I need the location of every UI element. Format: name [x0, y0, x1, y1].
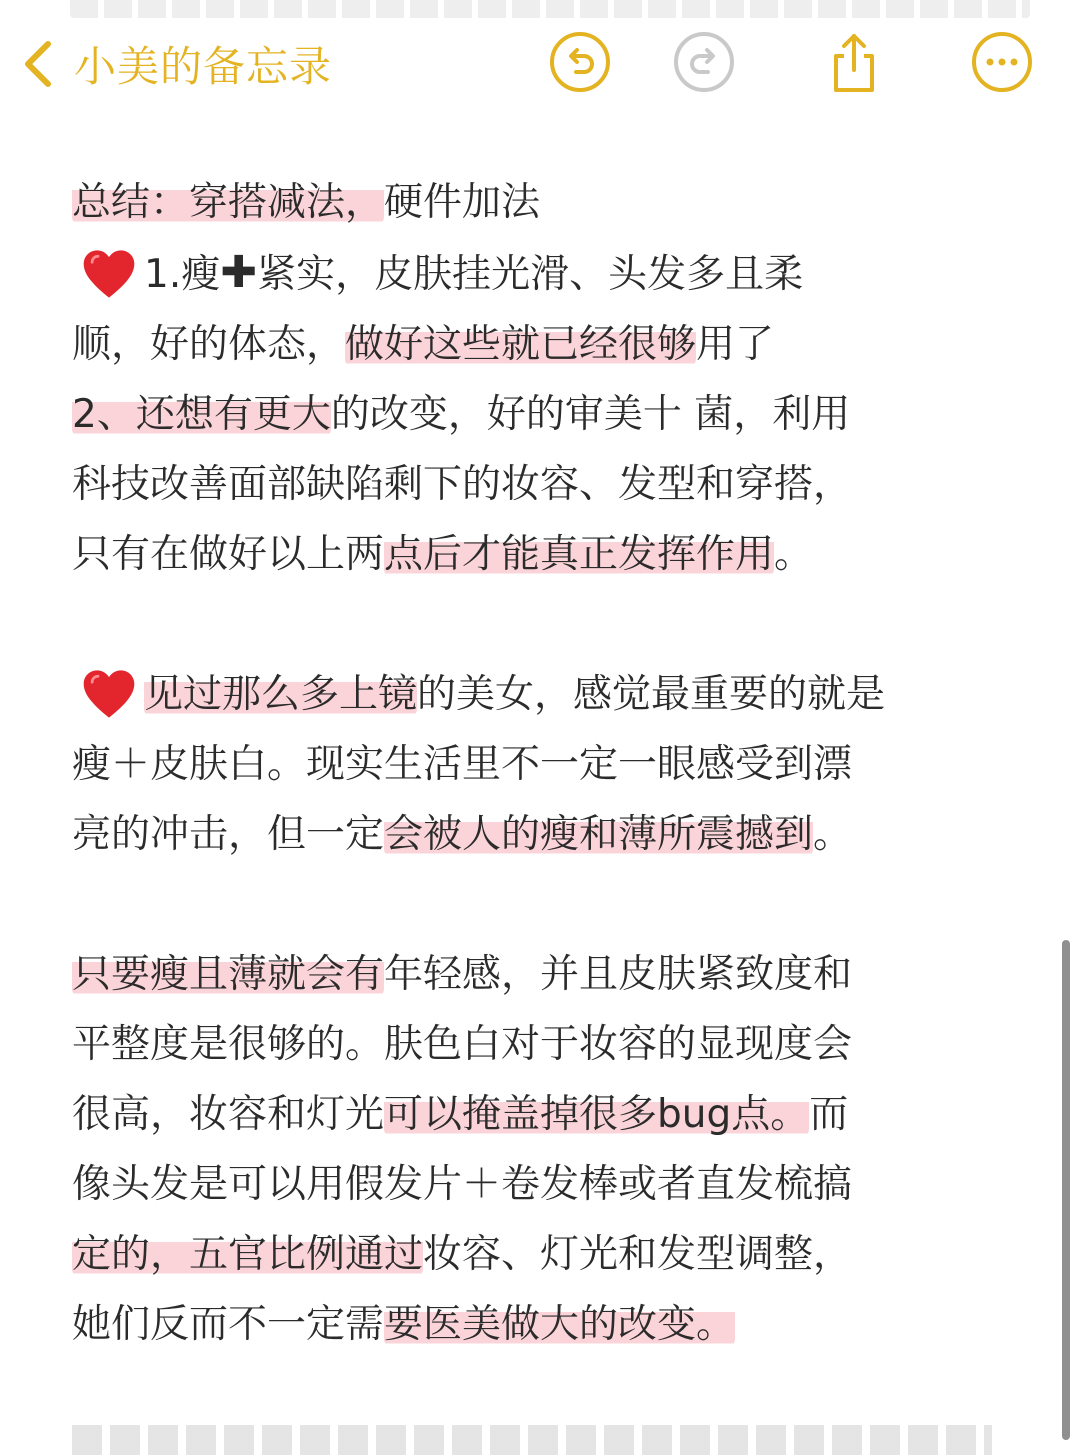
- note-text: 紧实，皮肤挂光滑、头发多且柔: [257, 252, 804, 297]
- highlighted-text: 可以掩盖掉很多bug点。: [384, 1092, 810, 1137]
- note-paragraph-summary: [72, 168, 1032, 590]
- note-line: [72, 940, 1032, 1010]
- note-text: 她们反而不一定需: [72, 1302, 385, 1347]
- note-line: 瘦＋皮肤白。现实生活里不一定一眼感受到漂: [72, 742, 853, 787]
- note-line: [72, 1220, 1032, 1290]
- paragraph-spacer: [72, 870, 1032, 940]
- highlighted-text: 会被人的瘦和薄所震撼到: [384, 812, 814, 857]
- note-line: [72, 520, 1032, 590]
- note-text: 的美女，感觉最重要的就是: [417, 672, 886, 717]
- undo-button[interactable]: [548, 30, 612, 94]
- note-line: [72, 310, 1032, 380]
- note-body[interactable]: [72, 168, 1032, 1360]
- note-line: [72, 1290, 1032, 1360]
- highlighted-text: 只要瘦且薄就会有: [72, 952, 385, 997]
- redo-icon: [672, 30, 736, 94]
- note-folder-title: 小美的备忘录: [74, 42, 333, 91]
- share-icon: [822, 30, 886, 94]
- more-icon: [970, 30, 1034, 94]
- note-text: 年轻感，并且皮肤紧致度和: [384, 952, 853, 997]
- more-button[interactable]: [970, 30, 1034, 94]
- note-line: 科技改善面部缺陷剩下的妆容、发型和穿搭，: [72, 462, 853, 507]
- note-line: [72, 380, 1032, 450]
- note-text: 。: [774, 532, 814, 577]
- note-text: 的改变，好的审美十 菌，利用: [330, 392, 851, 437]
- highlighted-text: 要医美做大的改变。: [384, 1302, 736, 1347]
- nav-bar: [0, 0, 1080, 128]
- highlighted-text: 见过那么多上镜: [144, 672, 418, 717]
- highlighted-text: 做好这些就已经很够: [345, 322, 697, 367]
- highlighted-text: 总结：穿搭减法，: [72, 180, 385, 225]
- redo-button[interactable]: [672, 30, 736, 94]
- red-heart-icon: [82, 667, 136, 721]
- note-text: 很高，妆容和灯光: [72, 1092, 385, 1137]
- red-heart-icon: [82, 247, 136, 301]
- share-button[interactable]: [822, 30, 886, 94]
- note-text: 顺，好的体态，: [72, 322, 346, 367]
- paragraph-spacer: [72, 590, 1032, 660]
- note-text: 硬件加法: [384, 180, 541, 225]
- note-text: 1.瘦: [144, 252, 221, 297]
- clipped-text-line: [72, 1425, 992, 1455]
- note-line: [72, 660, 1032, 730]
- note-text: 亮的冲击，但一定: [72, 812, 385, 857]
- note-text: 只有在做好以上两: [72, 532, 385, 577]
- note-text: 而: [809, 1092, 849, 1137]
- chevron-left-icon: [18, 36, 60, 92]
- note-text: 。: [813, 812, 853, 857]
- highlighted-text: 点后才能真正发挥作用: [384, 532, 775, 577]
- note-line: [72, 800, 1032, 870]
- highlighted-text: 定的，五官比例通过: [72, 1232, 424, 1277]
- note-paragraph-thin: [72, 940, 1032, 1360]
- highlighted-text: 2、还想有更大: [72, 392, 331, 437]
- back-button[interactable]: [18, 30, 332, 98]
- scrolled-text-ghost: [70, 0, 1030, 18]
- note-line: 像头发是可以用假发片＋卷发棒或者直发梳搞: [72, 1162, 853, 1207]
- note-text: 用了: [696, 322, 775, 367]
- scrollbar[interactable]: [1062, 940, 1070, 1440]
- note-paragraph-slim: [72, 660, 1032, 870]
- note-text: 妆容、灯光和发型调整，: [423, 1232, 853, 1277]
- note-line: [72, 1080, 1032, 1150]
- plus-symbol: ✚: [220, 247, 258, 298]
- note-line: [72, 168, 1032, 238]
- note-line: 平整度是很够的。肤色白对于妆容的显现度会: [72, 1022, 853, 1067]
- note-line: [72, 238, 1032, 310]
- undo-icon: [548, 30, 612, 94]
